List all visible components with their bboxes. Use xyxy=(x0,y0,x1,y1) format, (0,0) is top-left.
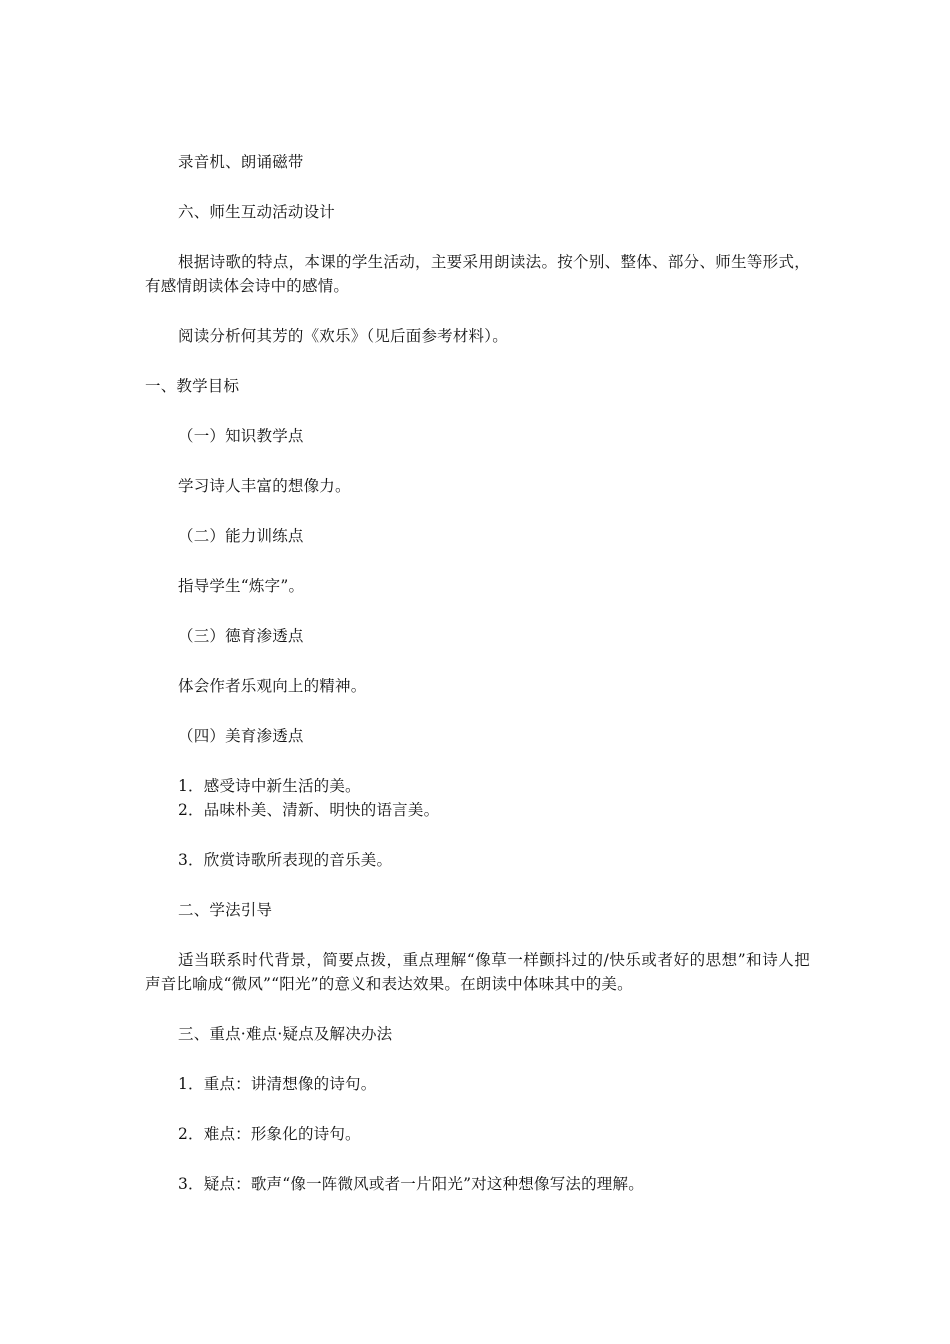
section-heading: 一、教学目标 xyxy=(145,377,240,395)
list-item: 1．感受诗中新生活的美。 xyxy=(178,777,361,795)
paragraph: 根据诗歌的特点，本课的学生活动，主要采用朗读法。按个别、整体、部分、师生等形式，有感情朗读体会诗中的感情。 xyxy=(145,253,810,295)
text-line: 指导学生“炼字”。 xyxy=(178,577,305,595)
paragraph: 适当联系时代背景，简要点拨，重点理解“像草一样颤抖过的/快乐或者好的思想”和诗人把声音比喻成“微风”“阳光”的意义和表达效果。在朗读中体味其中的美。 xyxy=(145,951,810,993)
list-item: 3．欣赏诗歌所表现的音乐美。 xyxy=(178,851,393,869)
subsection-heading: （四）美育渗透点 xyxy=(178,727,304,745)
text-line: 学习诗人丰富的想像力。 xyxy=(178,477,351,495)
text-line: 录音机、朗诵磁带 xyxy=(178,153,304,171)
section-heading: 六、师生互动活动设计 xyxy=(178,203,336,221)
subsection-heading: （二）能力训练点 xyxy=(178,527,304,545)
text-line: 阅读分析何其芳的《欢乐》（见后面参考材料）。 xyxy=(178,327,508,345)
section-heading: 二、学法引导 xyxy=(178,901,273,919)
list-item: 2．品味朴美、清新、明快的语言美。 xyxy=(178,801,440,819)
text-line: 体会作者乐观向上的精神。 xyxy=(178,677,367,695)
list-item: 3．疑点：歌声“像一阵微风或者一片阳光”对这种想像写法的理解。 xyxy=(178,1175,644,1193)
list-item: 2．难点：形象化的诗句。 xyxy=(178,1125,361,1143)
list-item: 1．重点：讲清想像的诗句。 xyxy=(178,1075,377,1093)
subsection-heading: （三）德育渗透点 xyxy=(178,627,304,645)
subsection-heading: （一）知识教学点 xyxy=(178,427,304,445)
section-heading: 三、重点·难点·疑点及解决办法 xyxy=(178,1025,393,1043)
